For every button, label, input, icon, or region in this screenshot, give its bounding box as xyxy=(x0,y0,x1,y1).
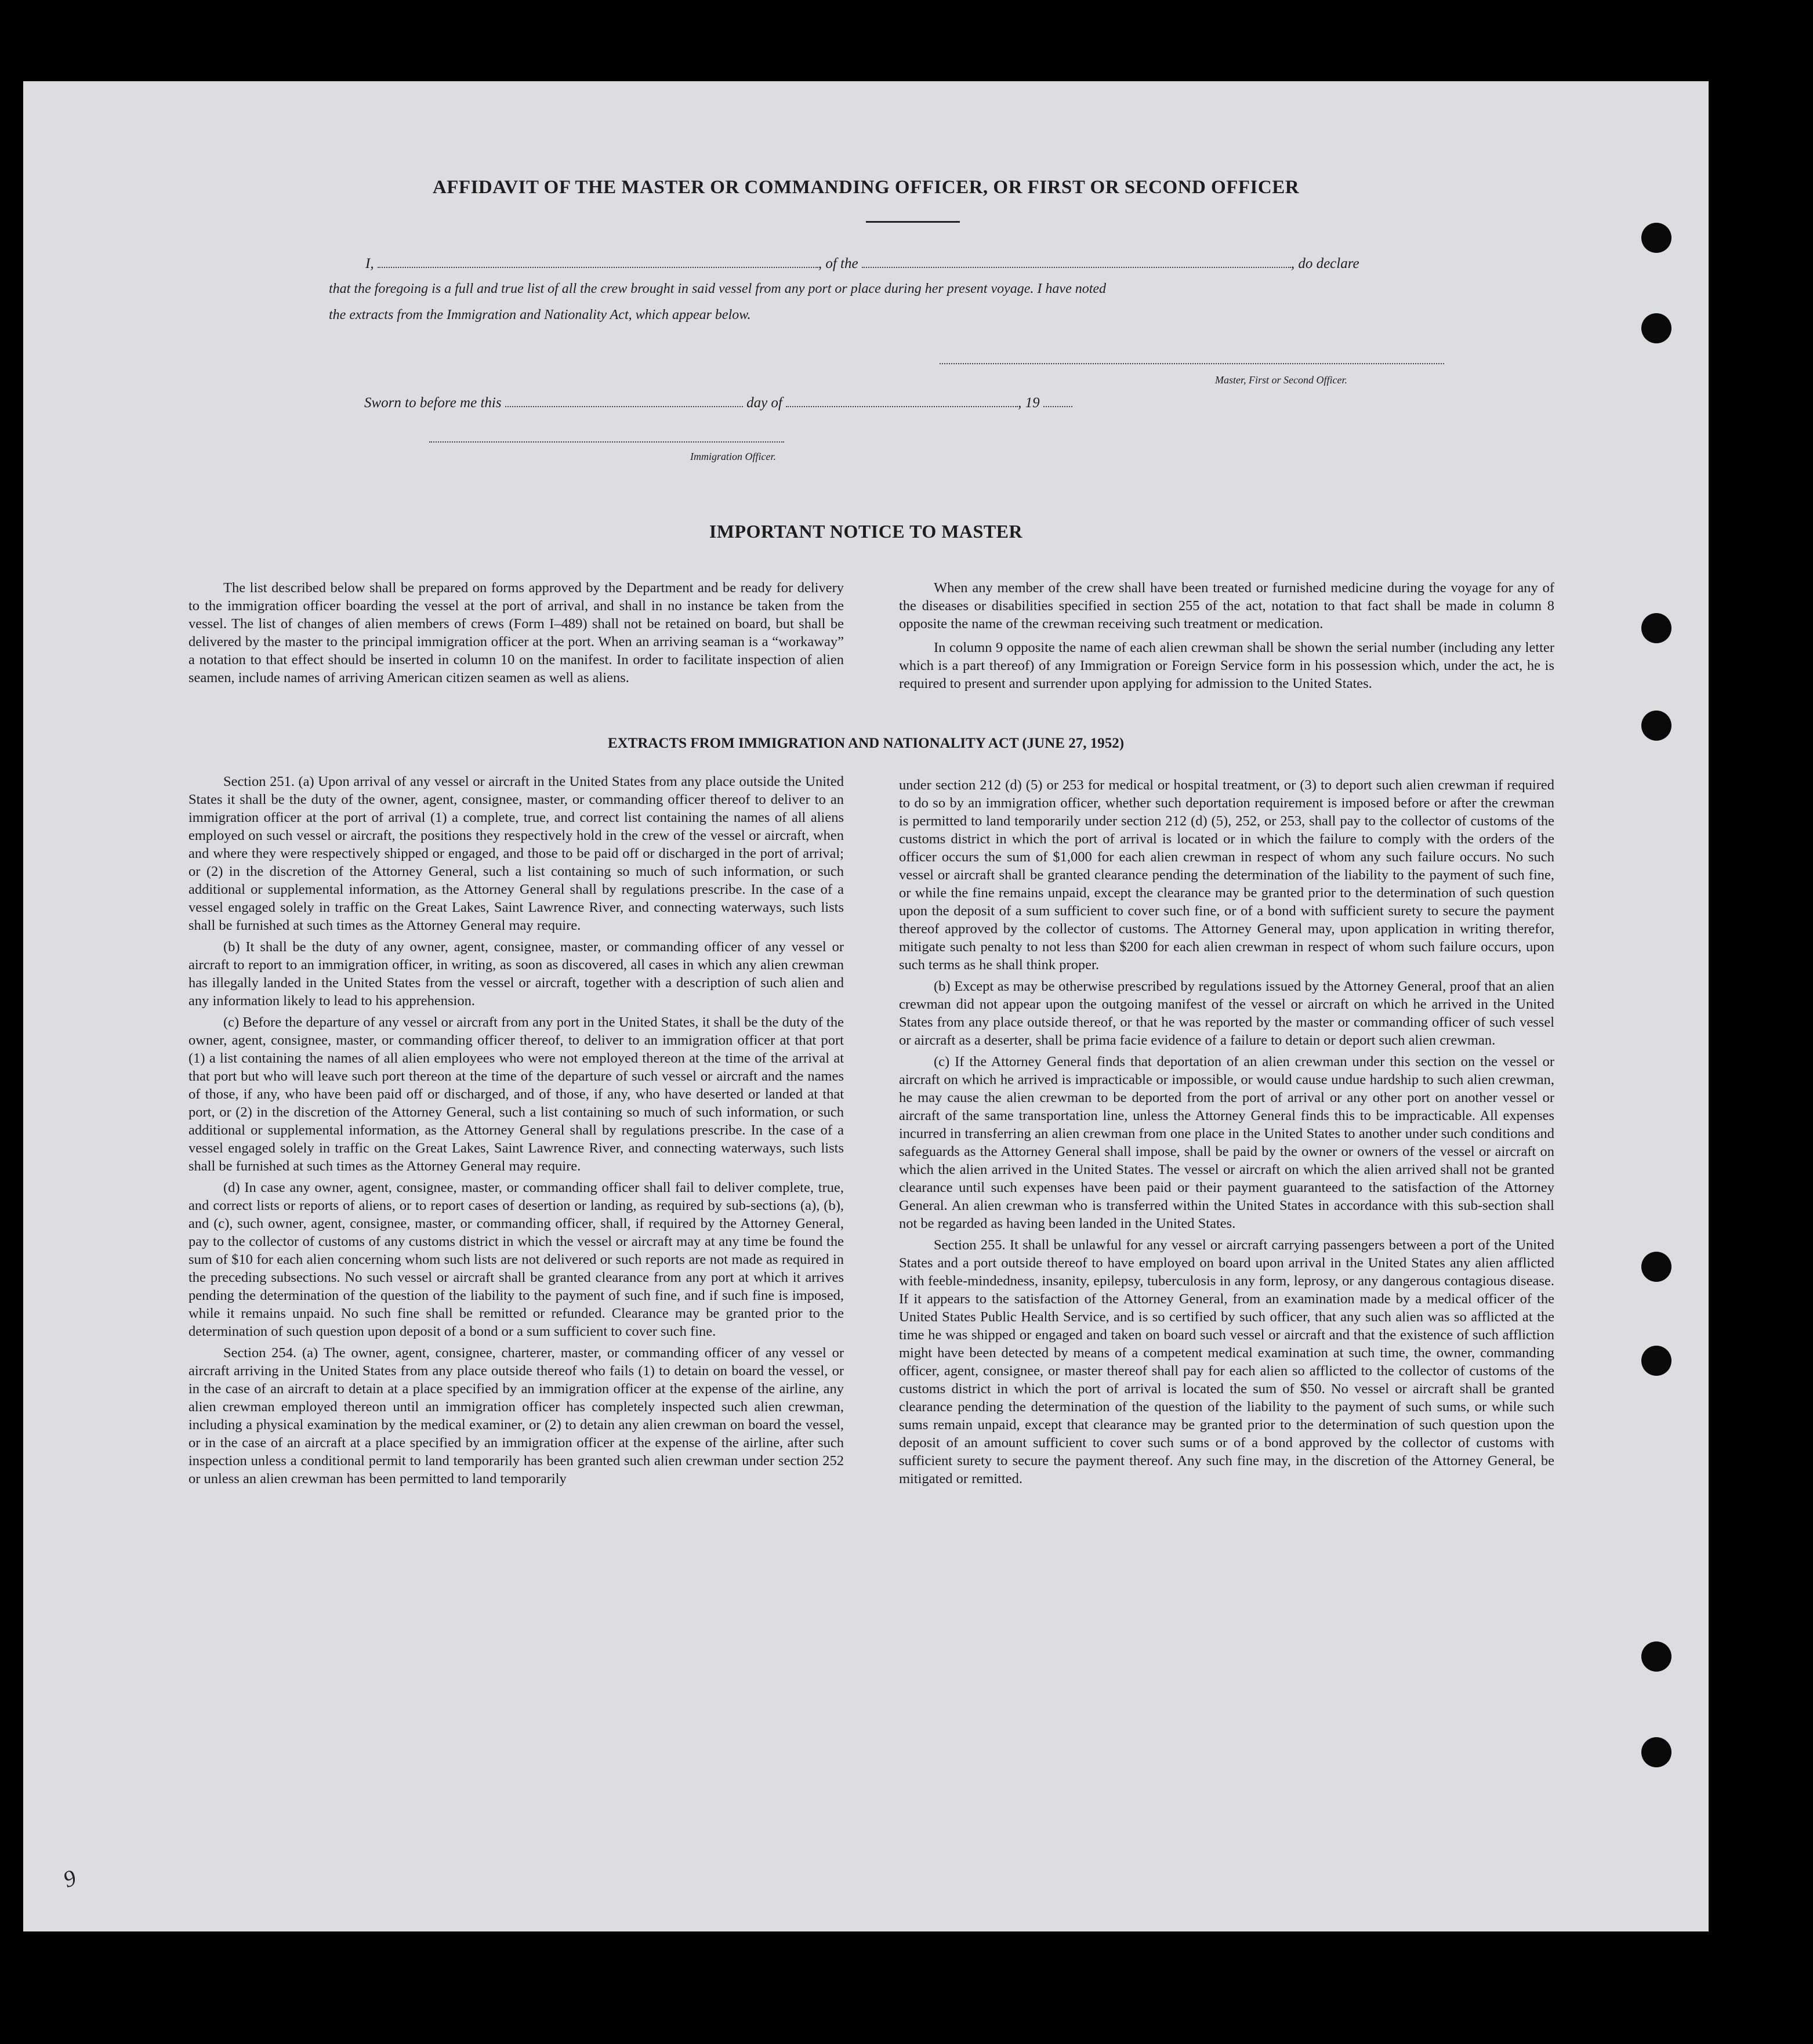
master-signature-field[interactable] xyxy=(940,354,1444,364)
extracts-title: EXTRACTS FROM IMMIGRATION AND NATIONALITY ACT (JUNE 27, 1952) xyxy=(607,735,1125,751)
punch-hole xyxy=(1641,1346,1671,1376)
declaration-line xyxy=(365,252,1450,272)
section-254-b: (b) Except as may be otherwise prescribed by regulations issued by the Attorney General, proof that an alien crewman did not appear upon the outgoing manifest of the vessel or aircraft on which he arrived in the United States from any place outside thereof, or that he was reported by the master or commanding officer of such vessel or aircraft as a deserter, shall be prima facie evidence of a failure to detain or deport such alien crewman. xyxy=(899,978,1554,1048)
section-251-b: (b) It shall be the duty of any owner, agent, consignee, master, or commanding officer of any vessel or aircraft to report to an immigration officer, in writing, as soon as discovered, all cases in which any alien crewman has illegally landed in the United States from the vessel or aircraft, together with a description of such alien and any information likely to lead to his apprehension. xyxy=(188,939,844,1009)
declaration-i: I, xyxy=(365,256,374,271)
sworn-line xyxy=(364,392,1072,411)
notice-right-column xyxy=(899,579,1554,693)
notice-left-column xyxy=(188,579,844,687)
title-rule xyxy=(866,221,960,223)
notice-right-paragraph-2: In column 9 opposite the name of each alien crewman shall be shown the serial number (including any letter which is a part thereof) of any Immigration or Foreign Service form in his possession which, under the act, he is required to present and surrender upon applying for admission to the United States. xyxy=(899,640,1554,691)
sworn-label: Sworn to before me this xyxy=(364,395,502,411)
section-254-a: Section 254. (a) The owner, agent, consignee, charterer, master, or commanding officer of any vessel or aircraft arriving in the United States from any place outside thereof who fails (1) to detain on board the vessel, or in the case of an aircraft to detain at a place specified by an immigration officer at the expense of the airline, any alien crewman employed thereon until an immigration officer has completely inspected such alien crewman, including a physical examination by the medical examiner, or (2) to detain any alien crewman on board the vessel, or in the case of an aircraft at a place specified by an immigration officer at the expense of the airline, after such inspection unless a conditional permit to land temporarily has been granted such alien crewman under section 252 or unless an alien crewman has been permitted to land temporarily xyxy=(188,1345,844,1487)
notice-right-paragraph-1: When any member of the crew shall have been treated or furnished medicine during the voyage for any of the diseases or disabilities specified in section 255 of the act, notation to that fact shall be made in column 8 opposite the name of the crewman receiving such treatment or medication. xyxy=(899,580,1554,632)
section-254-c: (c) If the Attorney General finds that deportation of an alien crewman under this section on the vessel or aircraft on which he arrived is impracticable or impossible, or would cause undue hardship to such alien crewman, he may cause the alien crewman to be deported from the port of arrival or any other port on another vessel or aircraft of the same transportation line, unless the Attorney General finds this to be impracticable. All expenses incurred in transferring an alien crewman from one place in the United States to another under such conditions and safeguards as the Attorney General shall impose, shall be paid by the owner or owners of the vessel or aircraft on which the alien arrived in the United States. The vessel or aircraft on which the alien arrived shall not be granted clearance until such expenses have been paid or their payment guaranteed to the satisfaction of the Attorney General. An alien crewman who is transferred within the United States in accordance with this sub-section shall not be regarded as having been landed in the United States. xyxy=(899,1054,1554,1231)
section-255: Section 255. It shall be unlawful for any vessel or aircraft carrying passengers between a port of the United States and a port outside thereof to have employed on board upon arrival in the United States any alien afflicted with feeble-mindedness, insanity, epilepsy, tuberculosis in any form, leprosy, or any dangerous contagious disease. If it appears to the satisfaction of the Attorney General, from an examination made by a medical officer of the United States Public Health Service, and is so certified by such officer, that any such alien was so afflicted at the time he was shipped or engaged and taken on board such vessel or aircraft and that the existence of such affliction might have been detected by means of a competent medical examination at such time, the owner, commanding officer, agent, consignee, or master thereof shall pay for each alien so afflicted to the collector of customs of the customs district in which the port of arrival is located the sum of $50. No vessel or aircraft shall be granted clearance pending the determination of the question of the liability to the payment of such sums, or while such sums remain unpaid, except that clearance may be granted prior to the determination of such question upon the deposit of an amount sufficient to cover such sums or of a bond approved by the collector of customs with sufficient surety to secure the payment thereof. Any such fine may, in the discretion of the Attorney General, be mitigated or remitted. xyxy=(899,1237,1554,1487)
sworn-year-label: , 19 xyxy=(1018,395,1040,411)
sworn-year-field[interactable] xyxy=(1043,392,1072,407)
declaration-of-the: , of the xyxy=(818,256,858,271)
extracts-right-column xyxy=(899,776,1554,1488)
section-251-d: (d) In case any owner, agent, consignee, master, or commanding officer shall fail to deliver complete, true, and correct lists or reports of aliens, or to report cases of desertion or landing, as required by sub-sections (a), (b), and (c), such owner, agent, consignee, master, or commanding officer, shall, if required by the Attorney General, pay to the collector of customs of any customs district in which the vessel or aircraft may at any time be found the sum of $10 for each alien concerning whom such lists are not delivered or such reports are not made as required in the preceding subsections. No such vessel or aircraft shall be granted clearance from any port at which it arrives pending the determination of the question of the liability to the payment of such fine, and if such fine is imposed, while it remains unpaid. No such fine shall be remitted or refunded. Clearance may be granted prior to the determination of such question upon deposit of a bond or a sum sufficient to cover such fine. xyxy=(188,1180,844,1339)
declarant-name-field[interactable] xyxy=(378,252,818,268)
master-signature-label: Master, First or Second Officer. xyxy=(1215,374,1347,386)
notice-left-paragraph: The list described below shall be prepared on forms approved by the Department and be ready for delivery to the immigration officer boarding the vessel at the port of arrival, and shall in no instance be taken from the vessel. The list of changes of alien members of crews (Form I–489) shall not be retained on board, but shall be delivered by the master to the principal immigration officer at the port. When an arriving seaman is a “workaway” a notation to that effect should be inserted in column 10 on the manifest. In order to facilitate inspection of alien seamen, include names of arriving American citizen seamen as well as aliens. xyxy=(188,580,844,686)
section-251-a: Section 251. (a) Upon arrival of any vessel or aircraft in the United States from any place outside the United States it shall be the duty of the owner, agent, consignee, master, or commanding officer thereof to deliver to an immigration officer at the port of arrival (1) a complete, true, and correct list containing the names of all aliens employed on such vessel or aircraft, the positions they respectively hold in the crew of the vessel or aircraft, when and where they were respectively shipped or engaged, and those to be paid off or discharged in the port of arrival; or (2) in the discretion of the Attorney General, such a list containing so much of such information, or such additional or supplemental information, as the Attorney General shall by regulations prescribe. In the case of a vessel engaged solely in traffic on the Great Lakes, Saint Lawrence River, and connecting waterways, such lists shall be furnished at such times as the Attorney General may require. xyxy=(188,774,844,933)
handwritten-mark: 9 xyxy=(59,1864,80,1893)
sworn-month-field[interactable] xyxy=(786,392,1018,407)
extracts-left-column xyxy=(188,773,844,1488)
punch-hole xyxy=(1641,1641,1671,1672)
declaration-declare: , do declare xyxy=(1290,256,1359,271)
vessel-name-field[interactable] xyxy=(862,252,1291,268)
sworn-day-of: day of xyxy=(746,395,782,411)
punch-hole xyxy=(1641,223,1671,253)
sworn-day-field[interactable] xyxy=(505,392,743,407)
punch-hole xyxy=(1641,1737,1671,1767)
affidavit-title: AFFIDAVIT OF THE MASTER OR COMMANDING OFFICER, OR FIRST OR SECOND OFFICER xyxy=(432,177,1300,198)
section-254-a-continued: under section 212 (d) (5) or 253 for medical or hospital treatment, or (3) to deport such alien crewman if required to do so by an immigration officer, whether such deportation requirement is imposed before or after the crewman is permitted to land temporarily under section 212 (d) (5), 252, or 253, shall pay to the collector of customs of the customs district in which the port of arrival is located or in which the failure to comply with the orders of the officer occurs the sum of $1,000 for each alien crewman in respect of whom any such failure occurs. No such vessel or aircraft shall be granted clearance pending the determination of the liability to the payment of such fine, or while the fine remains unpaid, except the clearance may be granted prior to the determination of such question upon the deposit of a sum sufficient to cover such fine, or of a bond with sufficient surety to secure the payment thereof approved by the collector of customs. The Attorney General may, upon application in writing therefor, mitigate such penalty to not less than $200 for each alien crewman in respect of whom such failure occurs, upon such terms as he shall think proper. xyxy=(899,777,1554,973)
document-page xyxy=(23,81,1709,1931)
immigration-officer-signature-field[interactable] xyxy=(429,432,784,443)
notice-title: IMPORTANT NOTICE TO MASTER xyxy=(709,521,1023,542)
punch-hole xyxy=(1641,313,1671,343)
section-251-c: (c) Before the departure of any vessel or aircraft from any port in the United States, it shall be the duty of the owner, agent, consignee, master, or commanding officer thereof, to deliver to an immigration officer at that port (1) a list containing the names of all alien employees who were not employed thereon at the time of the arrival at that port but who will leave such port thereon at the time of the departure of such vessel or aircraft and the names of those, if any, who have been paid off or discharged, and of those, if any, who have deserted or landed at that port, or (2) in the discretion of the Attorney General, such a list containing so much of such information, or such additional or supplemental information, as the Attorney General shall by regulations prescribe. In the case of a vessel engaged solely in traffic on the Great Lakes, Saint Lawrence River, and connecting waterways, such lists shall be furnished at such times as the Attorney General may require. xyxy=(188,1014,844,1174)
immigration-officer-label: Immigration Officer. xyxy=(690,451,776,462)
punch-hole xyxy=(1641,1252,1671,1282)
declaration-text-line2: that the foregoing is a full and true list of all the crew brought in said vessel from any port or place during her present voyage. I have noted xyxy=(329,281,1107,296)
punch-hole xyxy=(1641,613,1671,643)
declaration-text-line3: the extracts from the Immigration and Nationality Act, which appear below. xyxy=(329,307,751,322)
